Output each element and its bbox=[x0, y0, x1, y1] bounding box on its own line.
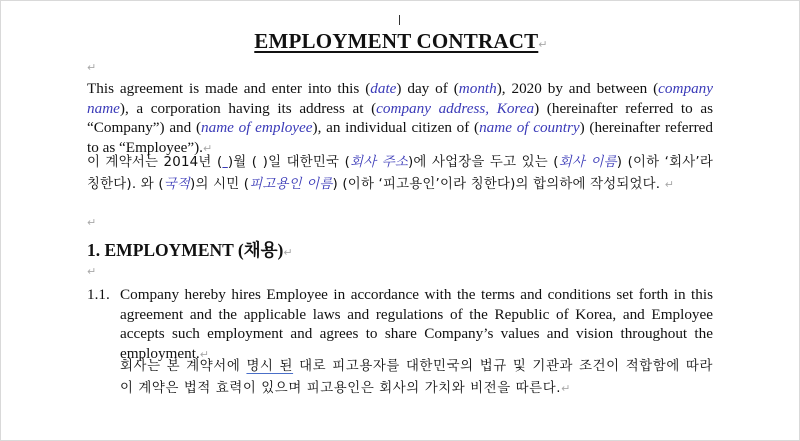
paragraph-mark-icon: ↵ bbox=[199, 347, 209, 361]
paragraph-mark-icon: ↵ bbox=[561, 382, 571, 395]
clause-1-1[interactable] bbox=[87, 285, 713, 364]
title-text: EMPLOYMENT CONTRACT bbox=[254, 29, 539, 53]
placeholder-company-address-ko: 회사 주소 bbox=[350, 155, 408, 170]
placeholder-company-name-ko: 회사 이름 bbox=[558, 155, 617, 170]
paragraph-mark-icon: ↵ bbox=[202, 141, 213, 155]
clause-text: Company hereby hires Employee in accordance with the terms and conditions set forth in this agreement and the applicable laws and regulations of the Republic of Korea, and Employee accepts such employment and agrees to share Company’s values and vision throughout the employment.↵ bbox=[120, 286, 713, 362]
document-title[interactable] bbox=[1, 29, 800, 54]
intro-paragraph-korean[interactable]: 이 계약서는 2014년 ( )월 ( )일 대한민국 (회사 주소)에 사업장을 두고 있는 (회사 이름) (이하 ‘회사’라 칭한다). 와 (국적)의 시민 (피고용인 이름) (이하 ‘피고용인’이라 칭한다)의 합의하에 작성되었다. ↵ bbox=[87, 155, 713, 192]
paragraph-mark-icon: ↵ bbox=[87, 265, 97, 278]
paragraph-mark-icon: ↵ bbox=[538, 38, 548, 51]
placeholder-country: name of country bbox=[479, 119, 580, 136]
paragraph-mark-icon: ↵ bbox=[664, 178, 675, 191]
underlined-term: 명시 된 bbox=[246, 359, 294, 374]
placeholder-month: month bbox=[458, 80, 497, 97]
placeholder-company-name: company name bbox=[87, 80, 713, 117]
placeholder-company-address: company address, Korea bbox=[376, 99, 535, 117]
text-cursor bbox=[399, 15, 400, 25]
clause-1-1-korean[interactable]: 회사는 본 계약서에 명시 된 대로 피고용자를 대한민국의 법규 및 기관과 조건이 적합함에 따라 이 계약은 법적 효력이 있으며 피고용인은 회사의 가치와 비전을 따른다.↵ bbox=[120, 359, 713, 396]
clause-number: 1.1. bbox=[87, 286, 110, 303]
placeholder-employee-name: name of employee bbox=[201, 119, 313, 136]
section-heading-employment[interactable]: 1. EMPLOYMENT (채용)↵ bbox=[87, 240, 293, 260]
placeholder-nationality-ko: 국적 bbox=[163, 177, 191, 192]
paragraph-mark-icon: ↵ bbox=[87, 216, 97, 229]
paragraph-mark-icon: ↵ bbox=[87, 61, 97, 74]
paragraph-mark-icon: ↵ bbox=[283, 246, 293, 259]
placeholder-date: date bbox=[370, 80, 397, 97]
intro-paragraph[interactable]: This agreement is made and enter into this (date) day of (month), 2020 by and between (company name), a corporation having its address at (company address, Korea) (hereinafter referred to as “Company”) and (name of employee), an individual citizen of (name of country) (hereinafter referred to as “Employee”).↵ bbox=[87, 80, 713, 156]
placeholder-employee-name-ko: 피고용인 이름 bbox=[249, 177, 333, 192]
